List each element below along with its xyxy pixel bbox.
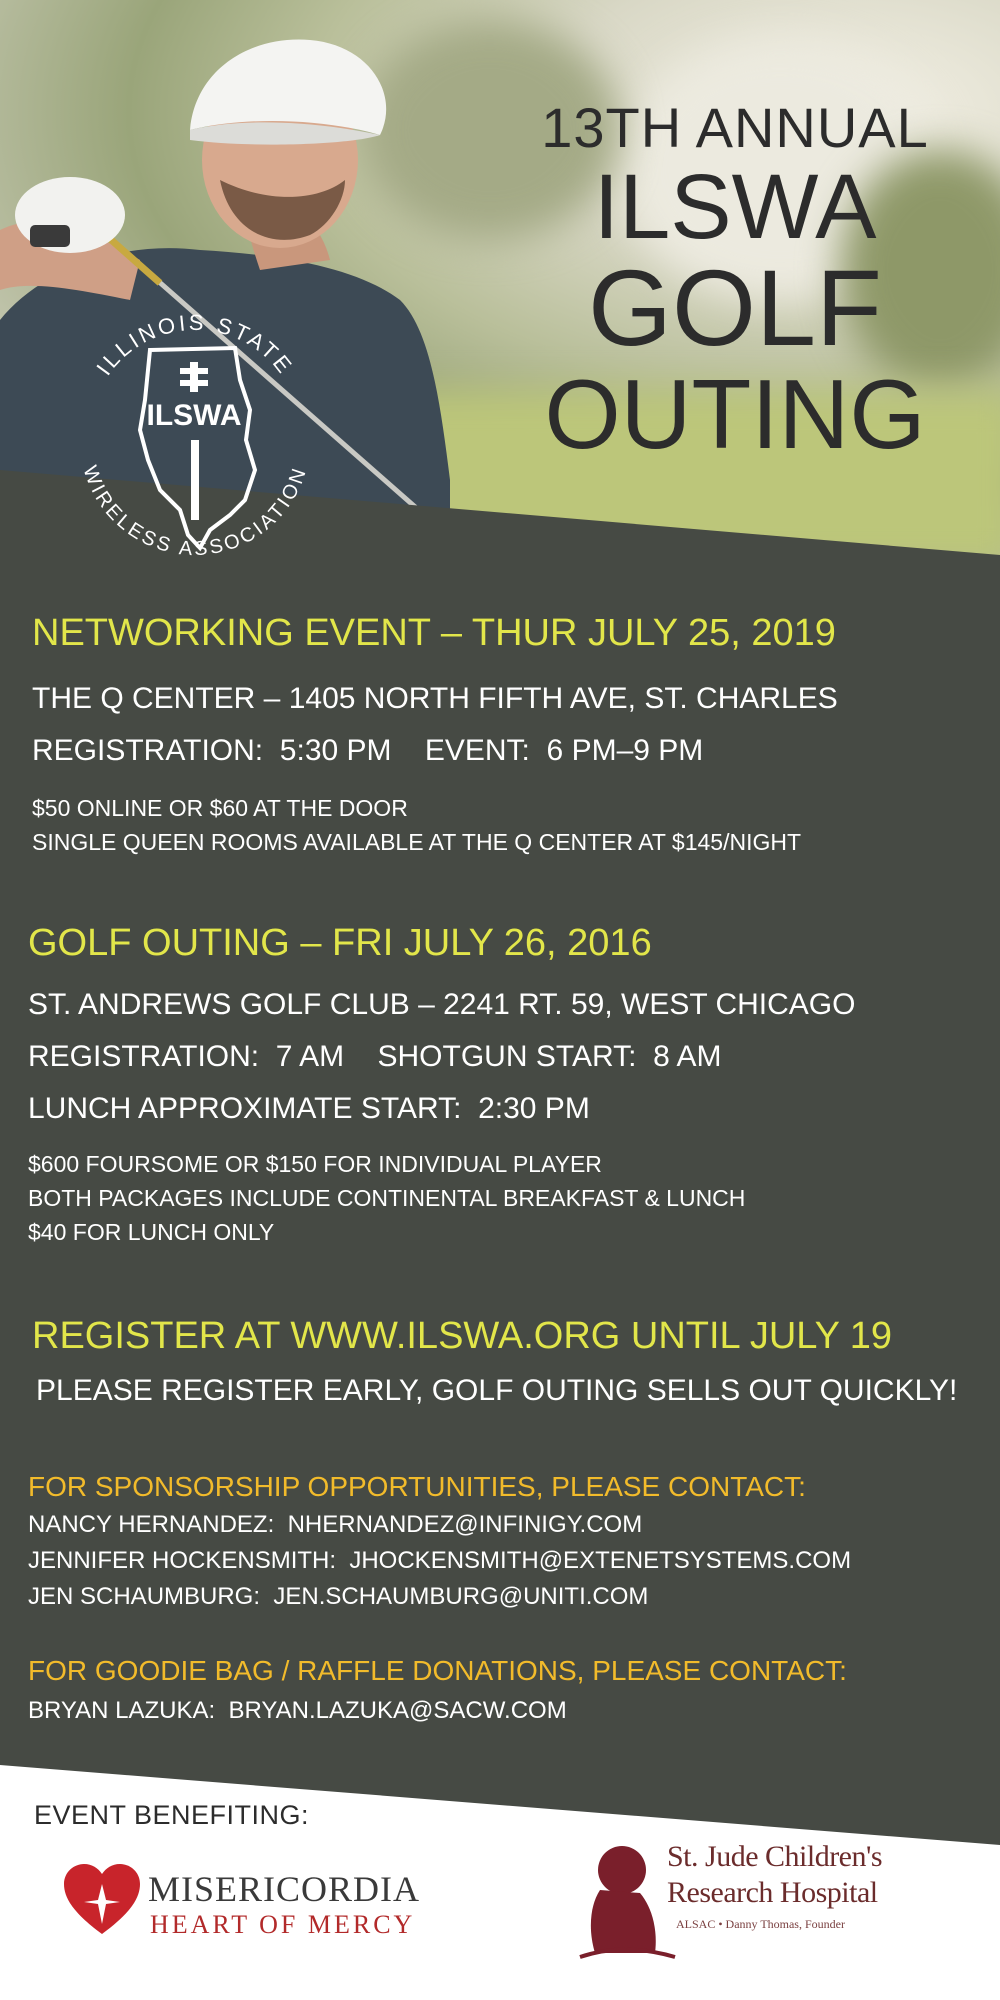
networking-times: REGISTRATION: 5:30 PM EVENT: 6 PM–9 PM [32, 734, 704, 767]
golf-lunch-only: $40 FOR LUNCH ONLY [28, 1219, 275, 1245]
networking-title: NETWORKING EVENT – THUR JULY 25, 2019 [32, 612, 836, 654]
logo-bottom-text: WIRELESS ASSOCIATION [78, 462, 312, 561]
golf-location: ST. ANDREWS GOLF CLUB – 2241 RT. 59, WEST CHICAGO [28, 988, 856, 1021]
donations-title: FOR GOODIE BAG / RAFFLE DONATIONS, PLEASE CONTACT: [28, 1655, 847, 1686]
golf-price: $600 FOURSOME OR $150 FOR INDIVIDUAL PLAYER [28, 1151, 602, 1177]
ilswa-logo [50, 290, 340, 580]
golf-title: GOLF OUTING – FRI JULY 26, 2016 [28, 922, 652, 964]
sponsor-contact: JEN SCHAUMBURG: JEN.SCHAUMBURG@UNITI.COM [28, 1583, 649, 1610]
logo-center-text: ILSWA [146, 399, 242, 432]
benefit-label: EVENT BENEFITING: [34, 1800, 310, 1830]
st-jude-child-icon [560, 1835, 680, 1965]
headline-golf: GOLF [587, 247, 883, 368]
golf-lunch: LUNCH APPROXIMATE START: 2:30 PM [28, 1092, 590, 1125]
sponsor-contact: JENNIFER HOCKENSMITH: JHOCKENSMITH@EXTENETSYSTEMS.COM [28, 1547, 852, 1574]
misericordia-tagline: HEART OF MERCY [150, 1910, 416, 1939]
st-jude-name-line1: St. Jude Children's [667, 1840, 883, 1873]
logo-top-text: ILLINOIS STATE [91, 309, 299, 380]
networking-price: $50 ONLINE OR $60 AT THE DOOR [32, 795, 408, 821]
headline-ilswa: ILSWA [593, 156, 877, 258]
sponsorship-title: FOR SPONSORSHIP OPPORTUNITIES, PLEASE CONTACT: [28, 1471, 806, 1502]
networking-rooms: SINGLE QUEEN ROOMS AVAILABLE AT THE Q CENTER AT $145/NIGHT [32, 829, 802, 855]
st-jude-name-line2: Research Hospital [667, 1876, 878, 1909]
golf-times: REGISTRATION: 7 AM SHOTGUN START: 8 AM [28, 1040, 722, 1073]
networking-location: THE Q CENTER – 1405 NORTH FIFTH AVE, ST. CHARLES [32, 682, 838, 715]
misericordia-heart-icon [62, 1862, 142, 1942]
headline-outing: OUTING [544, 359, 926, 469]
register-title: REGISTER AT WWW.ILSWA.ORG UNTIL JULY 19 [32, 1315, 893, 1357]
donations-contact: BRYAN LAZUKA: BRYAN.LAZUKA@SACW.COM [28, 1697, 567, 1724]
headline-annual: 13TH ANNUAL [541, 96, 929, 159]
misericordia-name: MISERICORDIA [148, 1869, 421, 1909]
st-jude-founder: ALSAC • Danny Thomas, Founder [676, 1917, 845, 1931]
register-note: PLEASE REGISTER EARLY, GOLF OUTING SELLS OUT QUICKLY! [36, 1374, 958, 1407]
golf-packages: BOTH PACKAGES INCLUDE CONTINENTAL BREAKFAST & LUNCH [28, 1185, 746, 1211]
sponsor-contact: NANCY HERNANDEZ: NHERNANDEZ@INFINIGY.COM [28, 1511, 643, 1538]
